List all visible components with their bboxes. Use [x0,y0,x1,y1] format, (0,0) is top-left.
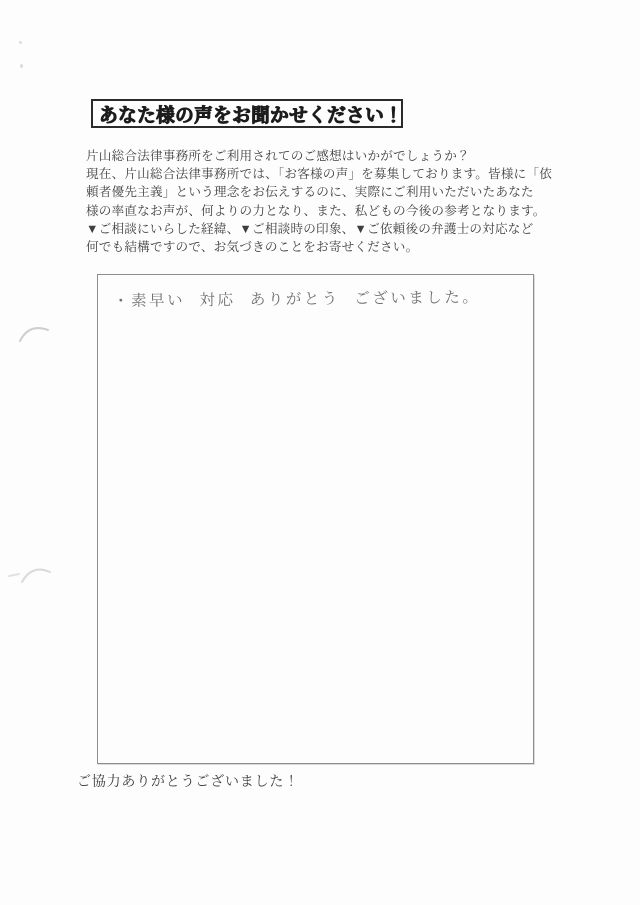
intro-paragraph [86,147,566,256]
scan-artifact-arc-1 [18,320,52,346]
intro-line-4: 様の率直なお声が、何よりの力となり、また、私どもの今後の参考となります。 [86,203,546,218]
form-title-box [91,99,403,128]
form-title: あなた様の声をお聞かせください！ [99,103,404,126]
handwritten-comment: ・素早い 対応 ありがとう ございました。 [112,288,481,311]
intro-line-1: 片山総合法律事務所をご利用されてのご感想はいかがでしょうか？ [86,149,470,163]
intro-line-6: 何でも結構ですので、お気づきのことをお寄せください。 [86,240,419,255]
scan-speck-2 [20,64,23,68]
scan-speck-1 [19,41,22,44]
comment-response-box [97,274,534,764]
intro-line-2: 現在、片山総合法律事務所では、「お客様の声」を募集しております。皆様に「依 [86,167,553,182]
intro-line-5: ▼ご相談にいらした経緯、▼ご相談時の印象、▼ご依頼後の弁護士の対応など [86,221,534,236]
intro-line-3: 頼者優先主義」という理念をお伝えするのに、実際にご利用いただいたあなた [86,185,534,200]
scan-artifact-arc-2 [6,560,54,588]
closing-note: ご協力ありがとうございました！ [77,773,299,789]
